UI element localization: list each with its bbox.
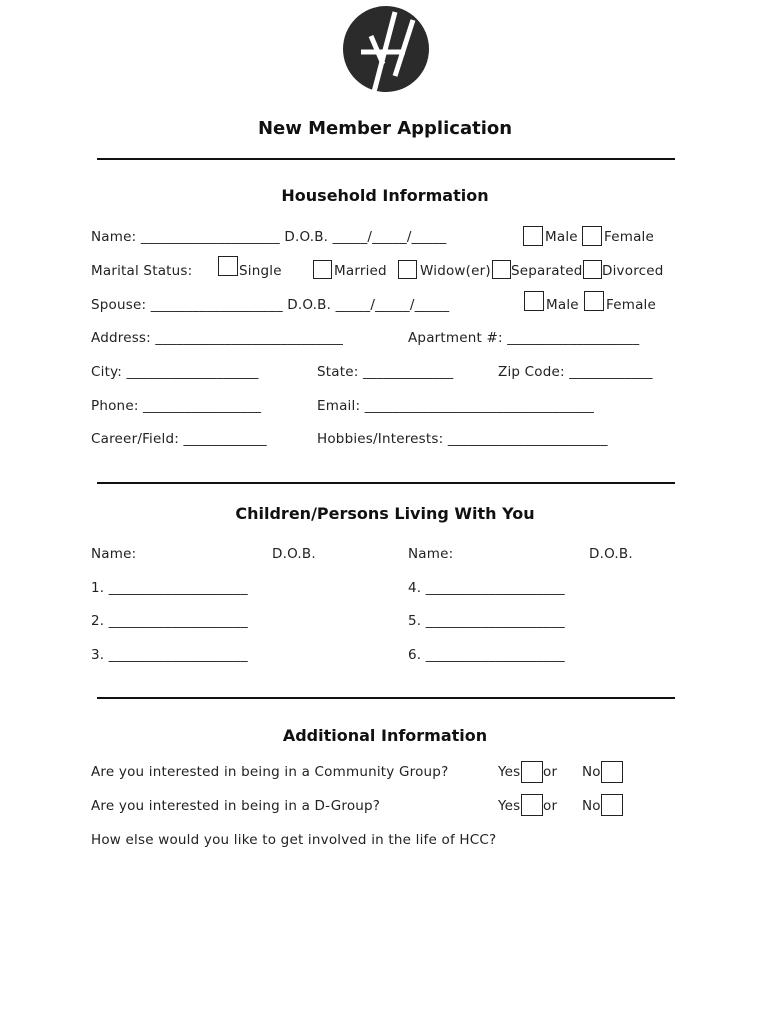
children-heading: Children/Persons Living With You [235, 504, 535, 523]
spouse-male-checkbox[interactable] [524, 291, 544, 311]
divorced-checkbox[interactable] [583, 260, 602, 279]
separated-label: Separated [511, 263, 583, 279]
name-field[interactable]: Name: ____________________ D.O.B. _____/_____/_____ [91, 229, 447, 245]
children-name-header: Name: [91, 546, 137, 562]
child-row-1[interactable]: 1. ____________________ [91, 580, 248, 596]
child-row-2[interactable]: 2. ____________________ [91, 613, 248, 629]
community-yes-checkbox[interactable] [521, 761, 543, 783]
community-group-question: Are you interested in being in a Community Group? [91, 764, 449, 780]
married-checkbox[interactable] [313, 260, 332, 279]
state-field[interactable]: State: _____________ [317, 364, 454, 380]
divider [97, 158, 675, 160]
additional-heading: Additional Information [282, 726, 488, 745]
spouse-field[interactable]: Spouse: ___________________ D.O.B. _____/_____/_____ [91, 297, 450, 313]
zip-field[interactable]: Zip Code: ____________ [498, 364, 653, 380]
widow-label: Widow(er) [420, 263, 491, 279]
page-title: New Member Application [257, 118, 513, 139]
apartment-field[interactable]: Apartment #: ___________________ [408, 330, 640, 346]
male-checkbox[interactable] [523, 226, 543, 246]
children-dob-header: D.O.B. [589, 546, 633, 562]
female-checkbox[interactable] [582, 226, 602, 246]
divider [97, 482, 675, 484]
no-label: No [582, 764, 601, 780]
widow-checkbox[interactable] [398, 260, 417, 279]
email-field[interactable]: Email: _________________________________ [317, 398, 595, 414]
involvement-question: How else would you like to get involved in the life of HCC? [91, 832, 497, 848]
male-label: Male [545, 229, 578, 245]
married-label: Married [334, 263, 387, 279]
d-group-yes-checkbox[interactable] [521, 794, 543, 816]
spouse-male-label: Male [546, 297, 579, 313]
no-label: No [582, 798, 601, 814]
or-label: or [543, 764, 558, 780]
yes-label: Yes [498, 798, 521, 814]
children-dob-header: D.O.B. [272, 546, 316, 562]
d-group-no-checkbox[interactable] [601, 794, 623, 816]
marital-status-label: Marital Status: [91, 263, 193, 279]
community-no-checkbox[interactable] [601, 761, 623, 783]
spouse-female-checkbox[interactable] [584, 291, 604, 311]
child-row-6[interactable]: 6. ____________________ [408, 647, 565, 663]
child-row-4[interactable]: 4. ____________________ [408, 580, 565, 596]
children-name-header: Name: [408, 546, 454, 562]
career-field[interactable]: Career/Field: ____________ [91, 431, 267, 447]
divorced-label: Divorced [602, 263, 664, 279]
divider [97, 697, 675, 699]
d-group-question: Are you interested in being in a D-Group? [91, 798, 381, 814]
city-field[interactable]: City: ___________________ [91, 364, 259, 380]
child-row-5[interactable]: 5. ____________________ [408, 613, 565, 629]
household-heading: Household Information [281, 186, 489, 205]
female-label: Female [604, 229, 655, 245]
address-field[interactable]: Address: ___________________________ [91, 330, 344, 346]
single-label: Single [239, 263, 282, 279]
hobbies-field[interactable]: Hobbies/Interests: _______________________ [317, 431, 608, 447]
separated-checkbox[interactable] [492, 260, 511, 279]
church-logo [343, 6, 429, 92]
yes-label: Yes [498, 764, 521, 780]
single-checkbox[interactable] [218, 256, 238, 276]
child-row-3[interactable]: 3. ____________________ [91, 647, 248, 663]
spouse-female-label: Female [606, 297, 657, 313]
or-label: or [543, 798, 558, 814]
phone-field[interactable]: Phone: _________________ [91, 398, 262, 414]
